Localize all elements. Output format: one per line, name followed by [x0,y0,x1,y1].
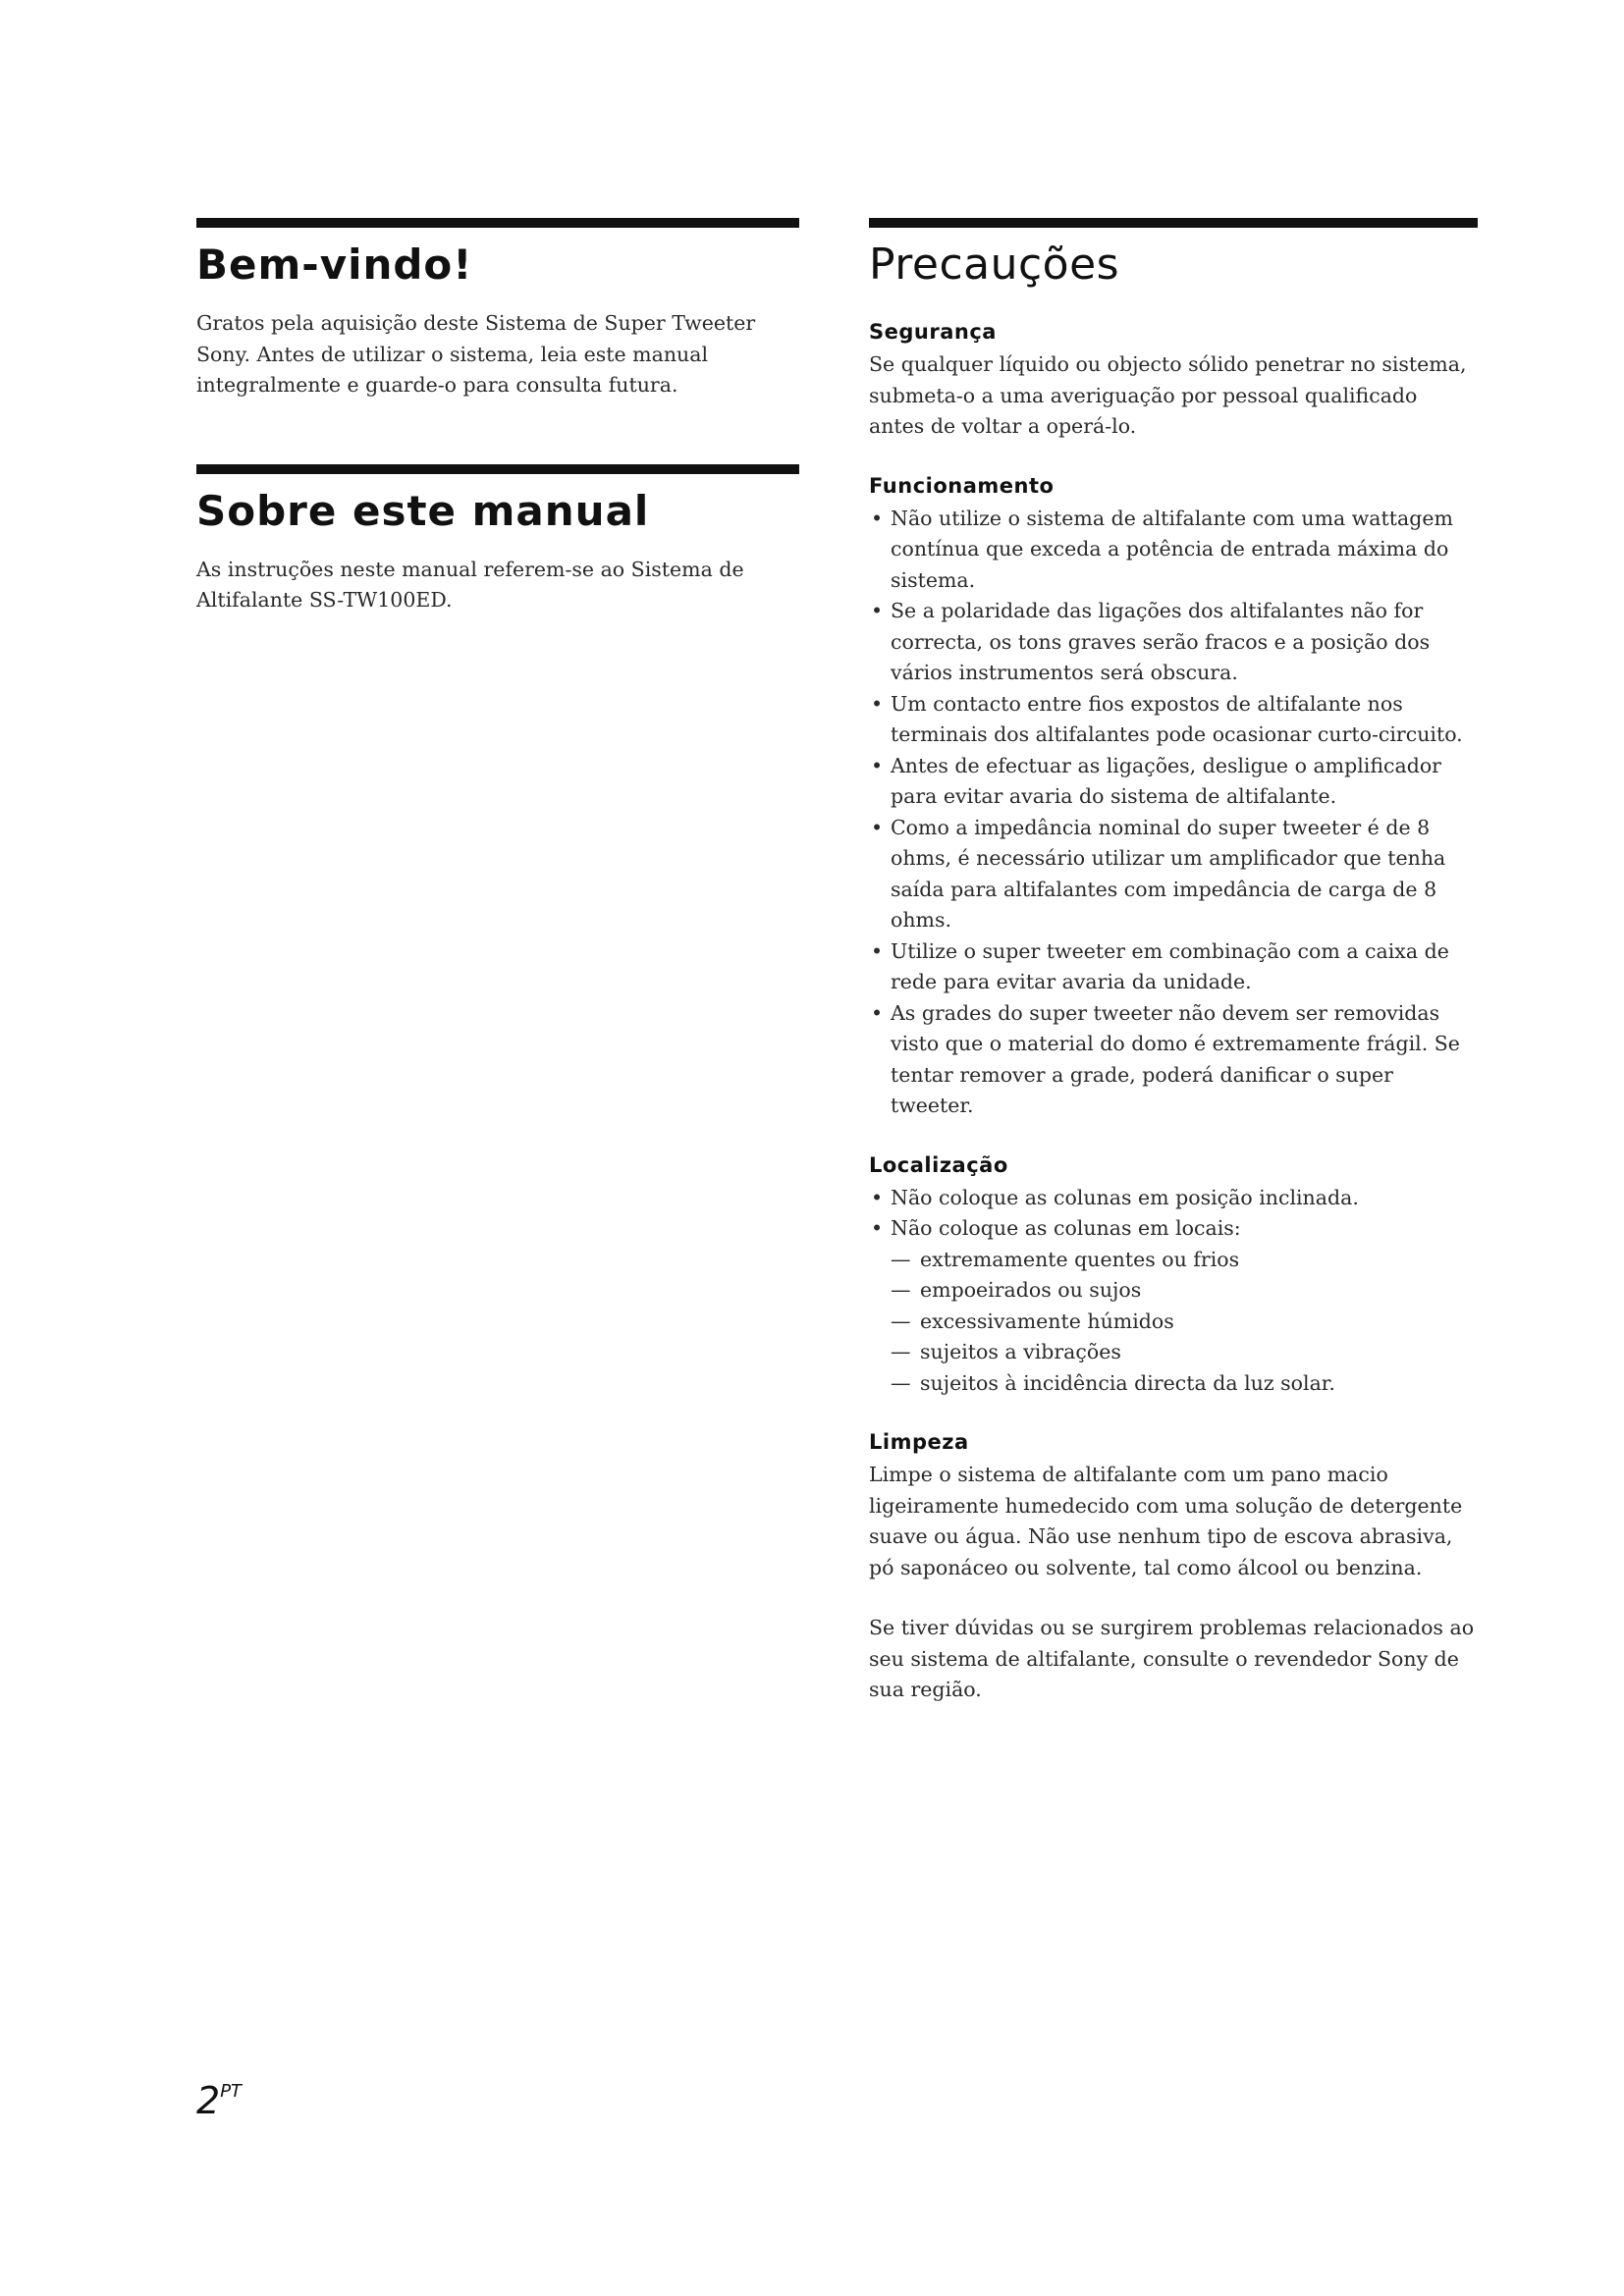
list-item: • Não coloque as colunas em posição inclinada. [869,1183,1478,1214]
list-item: — sujeitos à incidência directa da luz solar. [891,1368,1478,1400]
left-column [196,218,799,616]
list-item: — empoeirados ou sujos [891,1275,1478,1307]
funcionamento-section [869,472,1478,1122]
seguranca-heading: Segurança [869,320,997,344]
right-column [869,218,1478,1706]
limpeza-heading: Limpeza [869,1430,969,1454]
section-rule [196,464,799,474]
list-item: • As grades do super tweeter não devem ser removidas visto que o material do domo é extremamente frágil. Se tentar remover a grade, poderá danificar o super tweeter. [869,998,1478,1122]
limpeza-body: Limpe o sistema de altifalante com um pano macio ligeiramente humedecido com uma solução de detergente suave ou água. Não use nenhum tipo de escova abrasiva, pó saponáceo ou solvente, tal como álcool ou benzina. [869,1463,1463,1579]
list-item: • Se a polaridade das ligações dos altifalantes não for correcta, os tons graves serão fracos e a posição dos vários instrumentos será obscura. [869,596,1478,689]
seguranca-body: Se qualquer líquido ou objecto sólido penetrar no sistema, submeta-o a uma averiguação por pessoal qualificado antes de voltar a operá-lo. [869,352,1467,438]
welcome-body: Gratos pela aquisição deste Sistema de Super Tweeter Sony. Antes de utilizar o sistema, leia este manual integralmente e guarde-o para consulta futura. [196,311,756,397]
about-title: Sobre este manual [196,486,650,535]
precautions-title: Precauções [869,240,1120,290]
section-rule [869,218,1478,228]
seguranca-section [869,318,1478,443]
dash-mark: — [891,1278,911,1302]
list-item: • Antes de efectuar as ligações, desligue o amplificador para evitar avaria do sistema de altifalante. [869,751,1478,813]
localizacao-list [869,1183,1478,1245]
section-rule [196,218,799,228]
about-body: As instruções neste manual referem-se ao Sistema de Altifalante SS-TW100ED. [196,557,744,612]
list-item: • Utilize o super tweeter em combinação com a caixa de rede para evitar avaria da unidade. [869,936,1478,998]
dash-mark: — [891,1370,911,1395]
page-number: $2^{PT}$ [196,2079,243,2122]
page-suffix: PT [220,2081,243,2102]
localizacao-sublist [869,1245,1478,1400]
list-item: — extremamente quentes ou frios [891,1245,1478,1276]
list-item: • Não coloque as colunas em locais: [869,1213,1478,1245]
funcionamento-heading: Funcionamento [869,473,1055,498]
dash-mark: — [891,1308,911,1333]
dash-mark: — [891,1340,911,1363]
limpeza-section [869,1428,1478,1583]
list-item: • Não utilize o sistema de altifalante com uma wattagem contínua que exceda a potência de entrada máxima do sistema. [869,504,1478,597]
list-item: — excessivamente húmidos [891,1307,1478,1338]
list-item: • Um contacto entre fios expostos de altifalante nos terminais dos altifalantes pode ocasionar curto-circuito. [869,689,1478,751]
localizacao-section [869,1151,1478,1400]
localizacao-heading: Localização [869,1152,1008,1177]
dash-mark: — [891,1247,911,1271]
list-item: — sujeitos a vibrações [891,1337,1478,1368]
closing-paragraph: Se tiver dúvidas ou se surgirem problemas relacionados ao seu sistema de altifalante, consulte o revendedor Sony de sua região. [869,1616,1475,1701]
about-section [196,464,799,616]
welcome-title: Bem-vindo! [196,240,473,289]
funcionamento-list [869,504,1478,1122]
list-item: • Como a impedância nominal do super tweeter é de 8 ohms, é necessário utilizar um amplificador que tenha saída para altifalantes com impedância de carga de 8 ohms. [869,813,1478,936]
welcome-section [196,218,799,401]
